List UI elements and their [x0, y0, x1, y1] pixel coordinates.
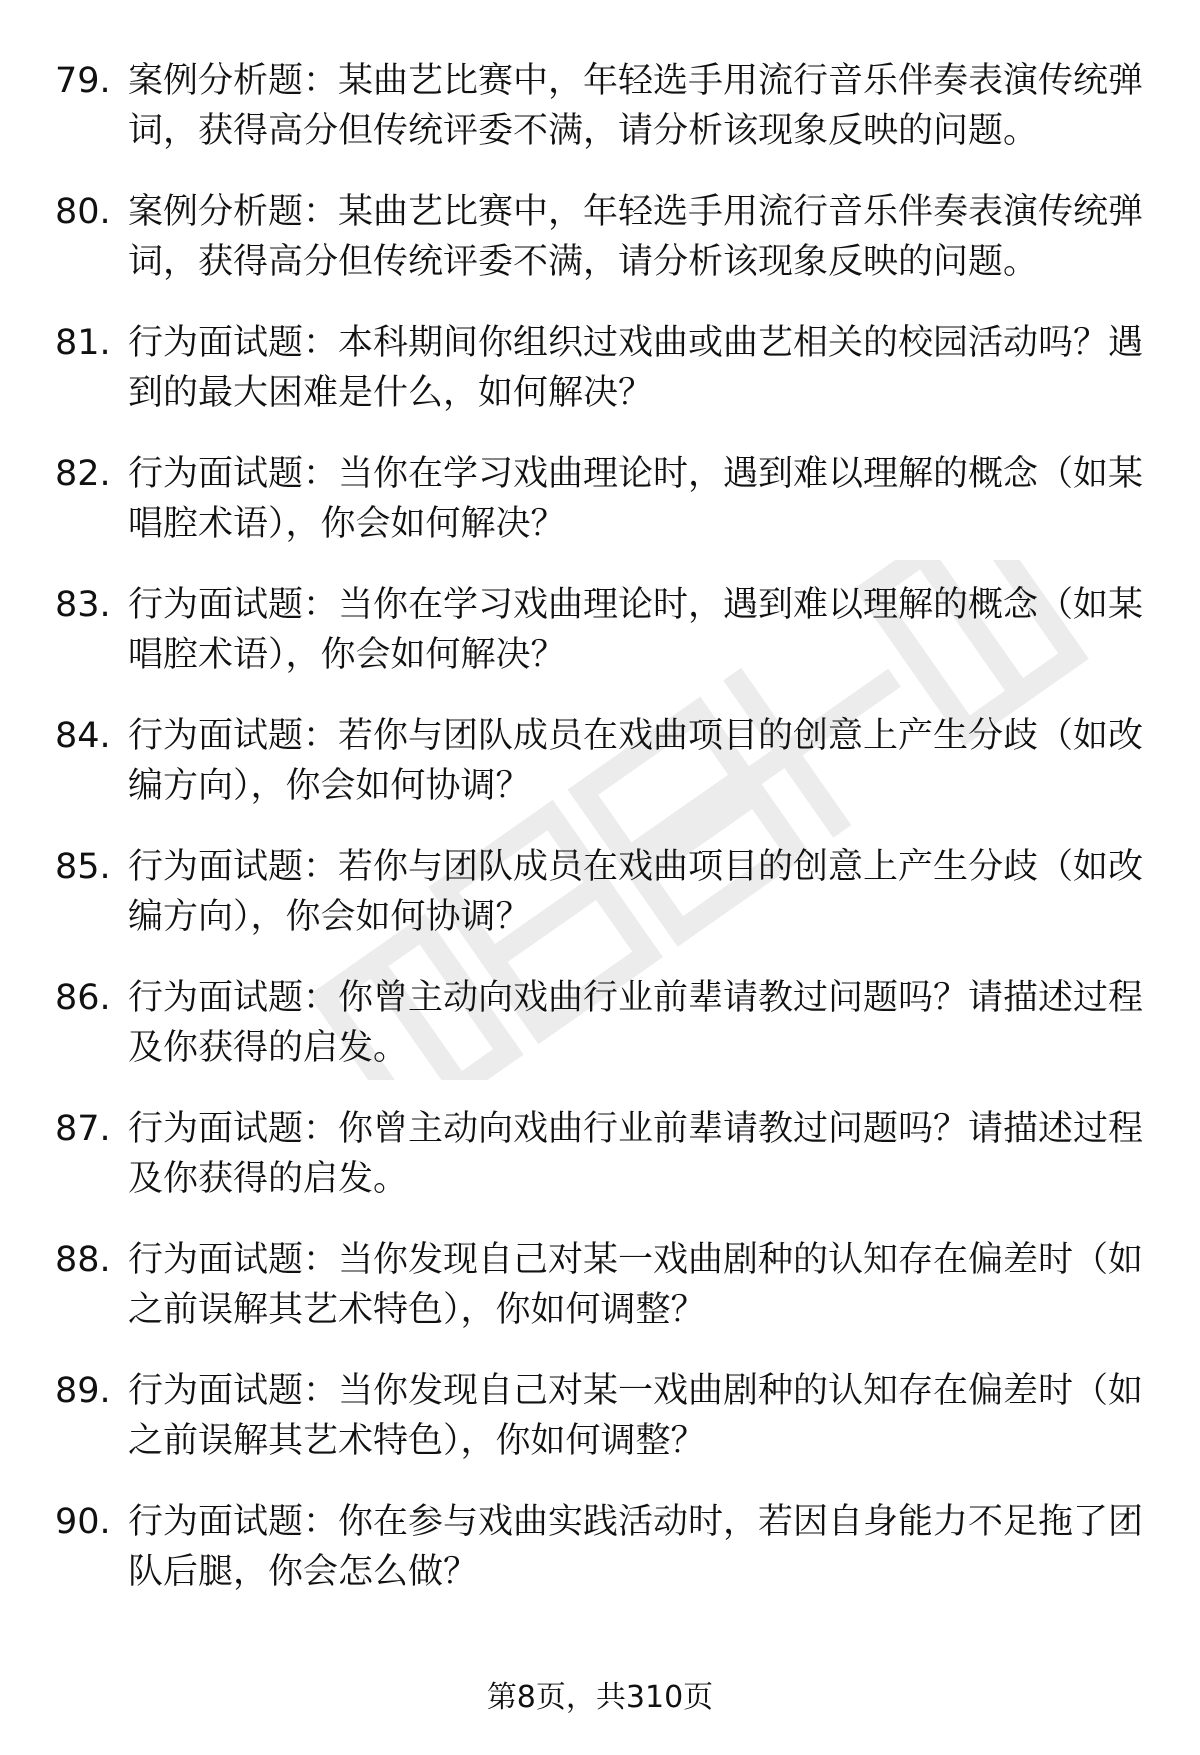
question-number: 85.: [55, 847, 111, 887]
list-item: [55, 973, 1145, 1073]
question-number: 90.: [55, 1502, 111, 1542]
list-item: [55, 1235, 1145, 1335]
question-number: 86.: [55, 978, 111, 1018]
question-text: 案例分析题：某曲艺比赛中，年轻选手用流行音乐伴奏表演传统弹词，获得高分但传统评委不满，请分析该现象反映的问题。: [128, 61, 1144, 151]
question-text: 行为面试题：你曾主动向戏曲行业前辈请教过问题吗？请描述过程及你获得的启发。: [128, 1109, 1144, 1199]
list-item: [55, 1366, 1145, 1466]
list-item: [55, 187, 1145, 287]
page-footer: [0, 1678, 1200, 1718]
question-list: [55, 56, 1145, 1628]
question-number: 87.: [55, 1109, 111, 1149]
list-item: [55, 842, 1145, 942]
question-text: 行为面试题：你曾主动向戏曲行业前辈请教过问题吗？请描述过程及你获得的启发。: [128, 978, 1144, 1068]
question-text: 行为面试题：当你发现自己对某一戏曲剧种的认知存在偏差时（如之前误解其艺术特色），你如何调整？: [128, 1240, 1144, 1330]
question-number: 81.: [55, 323, 111, 363]
list-item: [55, 580, 1145, 680]
question-text: 行为面试题：本科期间你组织过戏曲或曲艺相关的校园活动吗？遇到的最大困难是什么，如何解决？: [128, 323, 1144, 413]
page-number-label: 第8页，共310页: [486, 1680, 714, 1715]
question-text: 行为面试题：你在参与戏曲实践活动时，若因自身能力不足拖了团队后腿，你会怎么做？: [128, 1502, 1144, 1592]
question-number: 82.: [55, 454, 111, 494]
question-number: 83.: [55, 585, 111, 625]
list-item: [55, 318, 1145, 418]
question-text: 案例分析题：某曲艺比赛中，年轻选手用流行音乐伴奏表演传统弹词，获得高分但传统评委不满，请分析该现象反映的问题。: [128, 192, 1144, 282]
question-number: 79.: [55, 61, 111, 101]
question-text: 行为面试题：若你与团队成员在戏曲项目的创意上产生分歧（如改编方向），你会如何协调？: [128, 847, 1144, 937]
question-text: 行为面试题：当你在学习戏曲理论时，遇到难以理解的概念（如某唱腔术语），你会如何解决？: [128, 585, 1144, 675]
question-text: 行为面试题：若你与团队成员在戏曲项目的创意上产生分歧（如改编方向），你会如何协调？: [128, 716, 1144, 806]
list-item: [55, 449, 1145, 549]
list-item: [55, 1104, 1145, 1204]
question-number: 88.: [55, 1240, 111, 1280]
question-text: 行为面试题：当你发现自己对某一戏曲剧种的认知存在偏差时（如之前误解其艺术特色），你如何调整？: [128, 1371, 1144, 1461]
list-item: [55, 1497, 1145, 1597]
question-number: 84.: [55, 716, 111, 756]
list-item: [55, 711, 1145, 811]
list-item: [55, 56, 1145, 156]
question-text: 行为面试题：当你在学习戏曲理论时，遇到难以理解的概念（如某唱腔术语），你会如何解决？: [128, 454, 1144, 544]
question-number: 89.: [55, 1371, 111, 1411]
question-number: 80.: [55, 192, 111, 232]
